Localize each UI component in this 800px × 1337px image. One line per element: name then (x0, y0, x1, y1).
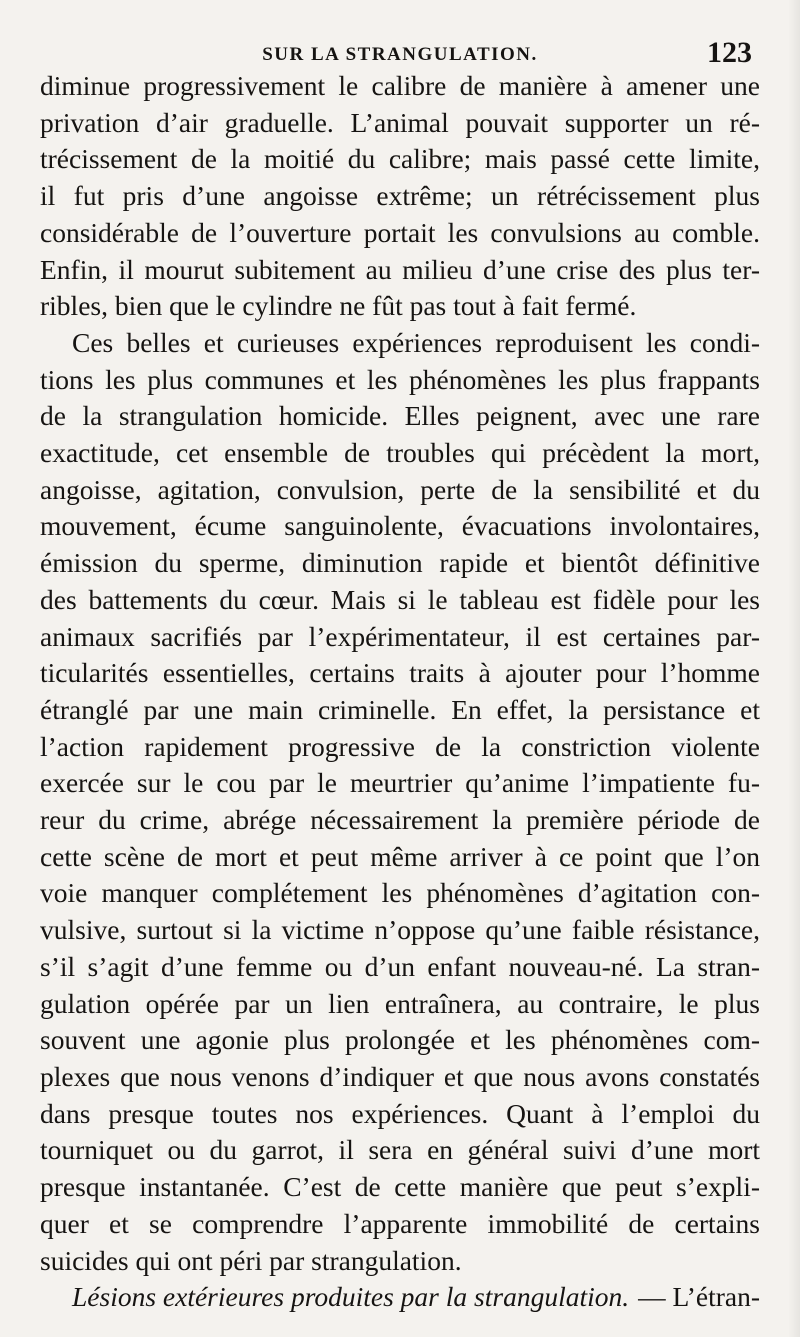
page-edge-shadow (788, 0, 800, 1337)
text-line: souvent une agonie plus prolongée et les phénomènes com- (40, 1024, 760, 1056)
text-line: vulsive, surtout si la victime n’oppose qu’une faible résistance, (40, 914, 760, 946)
text-line: des battements du cœur. Mais si le tableau est fidèle pour les (40, 583, 760, 615)
text-line: Ces belles et curieuses expériences reproduisent les condi- (72, 326, 760, 358)
text-line: exactitude, cet ensemble de troubles qui précèdent la mort, (40, 437, 760, 469)
text-line: angoisse, agitation, convulsion, perte de la sensibilité et du (40, 473, 760, 505)
section-continuation: — L’étran- (638, 1281, 760, 1313)
text-line: presque instantanée. C’est de cette manière que peut s’expli- (40, 1171, 760, 1203)
section-heading: Lésions extérieures produites par la strangulation. (72, 1281, 630, 1313)
text-line: émission du sperme, diminution rapide et bientôt définitive (40, 547, 760, 579)
paragraph-1 (40, 68, 760, 325)
text-line (40, 1279, 760, 1316)
text-line: considérable de l’ouverture portait les convulsions au comble. (40, 216, 760, 248)
text-line: étranglé par une main criminelle. En effet, la persistance et (40, 693, 760, 725)
running-head (40, 24, 760, 68)
text-line: il fut pris d’une angoisse extrême; un rétrécissement plus (40, 180, 760, 212)
text-line: s’il s’agit d’une femme ou d’un enfant nouveau-né. La stran- (40, 950, 760, 982)
text-line: quer et se comprendre l’apparente immobilité de certains (40, 1207, 760, 1239)
text-line: tourniquet ou du garrot, il sera en général suivi d’une mort (40, 1134, 760, 1166)
text-line: reur du crime, abrége nécessairement la première période de (40, 804, 760, 836)
body-text (40, 68, 760, 1316)
text-line: ribles, bien que le cylindre ne fût pas tout à fait fermé. (40, 290, 637, 322)
text-line: voie manquer complétement les phénomènes d’agitation con- (40, 877, 760, 909)
text-line: dans presque toutes nos expériences. Quant à l’emploi du (40, 1097, 760, 1129)
text-line: animaux sacrifiés par l’expérimentateur, il est certaines par- (40, 620, 760, 652)
paragraph-2 (40, 325, 760, 1279)
text-line: privation d’air graduelle. L’animal pouvait supporter un ré- (40, 106, 760, 138)
text-line: l’action rapidement progressive de la constriction violente (40, 730, 760, 762)
text-line: plexes que nous venons d’indiquer et que nous avons constatés (40, 1060, 760, 1092)
running-title: SUR LA STRANGULATION. (262, 44, 538, 65)
text-line: de la strangulation homicide. Elles peignent, avec une rare (40, 400, 760, 432)
text-line: mouvement, écume sanguinolente, évacuations involontaires, (40, 510, 760, 542)
text-line: exercée sur le cou par le meurtrier qu’anime l’impatiente fu- (40, 767, 760, 799)
text-line: cette scène de mort et peut même arriver à ce point que l’on (40, 840, 760, 872)
text-line: trécissement de la moitié du calibre; mais passé cette limite, (40, 143, 760, 175)
page-number: 123 (707, 36, 752, 69)
text-line: diminue progressivement le calibre de manière à amener une (40, 70, 760, 101)
text-line: Enfin, il mourut subitement au milieu d’une crise des plus ter- (40, 253, 760, 285)
paragraph-3 (40, 1279, 760, 1316)
text-line: ticularités essentielles, certains traits à ajouter pour l’homme (40, 657, 760, 689)
text-line: suicides qui ont péri par strangulation. (40, 1244, 462, 1276)
text-line: gulation opérée par un lien entraînera, au contraire, le plus (40, 987, 760, 1019)
text-line: tions les plus communes et les phénomènes les plus frappants (40, 363, 760, 395)
